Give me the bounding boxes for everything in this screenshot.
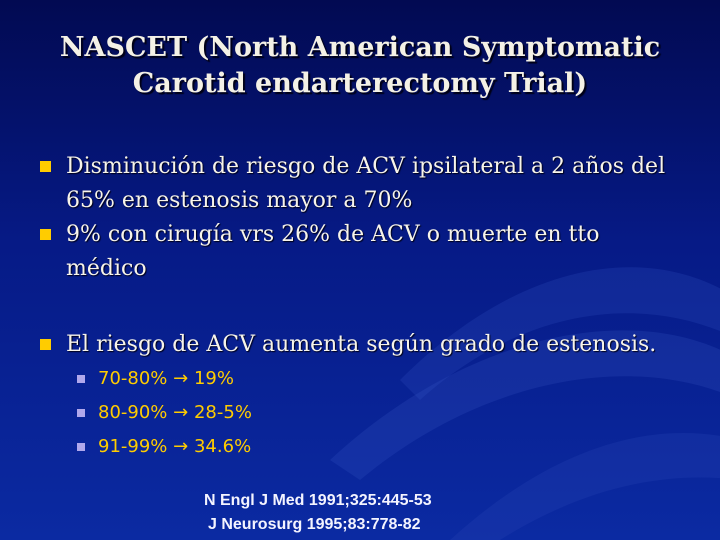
reference-2: J Neurosurg 1995;83:778-82 [208,516,421,533]
sub-bullet-item [40,396,680,430]
bullet-list [40,150,680,464]
right-arrow-icon: → [173,402,189,423]
right-arrow-icon: → [173,436,189,457]
sub-bullet-value: 28-5% [193,402,252,423]
sub-bullet-item [40,362,680,396]
sub-bullet-range: 91-99% [98,436,168,457]
slide-title [40,30,680,102]
sub-bullet-value: 19% [193,368,234,389]
bullet-item [40,218,680,286]
bullet-item [40,150,680,218]
sub-bullet-item [40,430,680,464]
sub-bullet-square-icon [77,443,85,451]
title-line-1: NASCET (North American Symptomatic [59,32,661,63]
title-line-2: Carotid endarterectomy Trial) [132,68,588,99]
reference-1: N Engl J Med 1991;325:445-53 [204,492,432,509]
bullet-square-icon [40,339,51,350]
bullet-square-icon [40,229,51,240]
bullet-text: El riesgo de ACV aumenta según grado de estenosis. [66,332,657,357]
sub-bullet-range: 70-80% [98,368,168,389]
sub-bullet-square-icon [77,409,85,417]
sub-bullet-range: 80-90% [98,402,168,423]
bullet-square-icon [40,161,51,172]
bullet-text: Disminución de riesgo de ACV ipsilateral a 2 años del 65% en estenosis mayor a 70% [66,154,666,213]
sub-bullet-value: 34.6% [193,436,252,457]
sub-bullet-square-icon [77,375,85,383]
bullet-item [40,328,680,362]
spacer [40,286,680,328]
right-arrow-icon: → [173,368,189,389]
bullet-text: 9% con cirugía vrs 26% de ACV o muerte en tto médico [66,222,600,281]
